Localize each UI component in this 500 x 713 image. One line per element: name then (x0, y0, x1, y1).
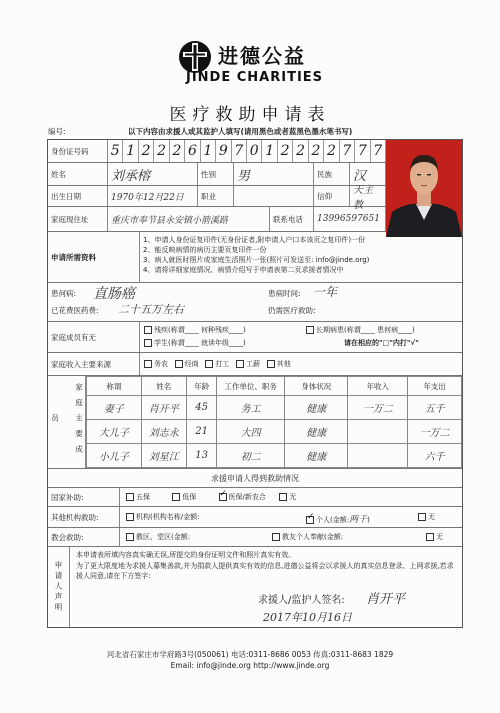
id-digit[interactable]: 5 (108, 140, 123, 162)
jinde-logo-icon (178, 40, 212, 74)
checkbox-icon[interactable] (172, 493, 180, 501)
national-option[interactable]: 五保 (126, 493, 150, 501)
column-header: 年龄 (186, 377, 217, 396)
id-digit[interactable]: 0 (247, 140, 262, 162)
table-row: 妻子 肖开平 45 务工 健康 一万二 五千 (87, 396, 462, 420)
checkbox-icon[interactable] (205, 360, 213, 368)
checkbox-icon[interactable] (426, 533, 434, 541)
spent-need-label: 仍需医疗救助: (268, 306, 316, 315)
column-header: 工作单位、职务 (217, 377, 285, 396)
other-org-row (48, 507, 462, 528)
materials-row (48, 232, 462, 283)
column-header: 年支出 (408, 377, 462, 396)
checkbox-icon[interactable] (144, 339, 152, 347)
declaration-row (48, 547, 462, 627)
disability-option[interactable] (144, 325, 246, 335)
materials-item: 1、申请人身份证复印件(无身份证者,附申请人户口本该页之复印件)一份 (143, 236, 366, 244)
checkbox-icon[interactable] (144, 326, 152, 334)
table-row: 大儿子 刘志永 21 大四 健康 一万二 (87, 420, 462, 444)
materials-label: 申请所需资料 (51, 252, 96, 262)
id-digit[interactable]: 2 (154, 140, 169, 162)
birth-label: 出生日期 (51, 191, 81, 201)
id-digit[interactable]: 2 (309, 140, 324, 162)
id-digit[interactable]: 1 (201, 140, 216, 162)
id-digit-boxes (108, 140, 386, 162)
signature-date[interactable]: 2017年10月16日 (263, 611, 352, 624)
other-label: 其他机构救助: (51, 512, 99, 522)
income-source-label: 家庭收入主要来源 (51, 359, 111, 369)
materials-item: 2、能反映病情的病历主要页复印件一份 (143, 246, 267, 254)
income-option[interactable]: 工薪 (236, 360, 260, 368)
id-digit[interactable]: 2 (293, 140, 308, 162)
jinde-logo (178, 40, 338, 90)
national-row (48, 488, 462, 507)
since-value[interactable]: 一年 (313, 285, 338, 299)
id-digit[interactable]: 7 (340, 140, 355, 162)
church-option[interactable]: 教友个人奉献(金额: (272, 532, 343, 542)
table-row: 小儿子 刘星江 13 初二 健康 六千 (87, 444, 462, 468)
family-members-label: 家庭主要成员 (50, 383, 84, 461)
illness-row (48, 283, 462, 322)
other-none-option[interactable]: 无 (418, 512, 435, 522)
id-digit[interactable]: 2 (324, 140, 339, 162)
name-value[interactable]: 刘承榕 (108, 163, 198, 185)
spent-value[interactable]: 二十五万左右 (118, 303, 184, 316)
materials-item: 4、请将详细家庭情况、病情介绍写于申请表第二页求援者情况中 (143, 266, 344, 274)
id-digit[interactable]: 2 (170, 140, 185, 162)
declaration-line1: 本申请表所填内容真实确无误,所提交的身份证明文件和照片真实有效。 (76, 551, 296, 559)
family-members-table (86, 376, 462, 468)
fill-instructions: 以下内容由求援人或其监护人填写(请用黑色或者蓝黑色墨水笔书写) (128, 127, 353, 136)
gender-value[interactable]: 男 (234, 163, 314, 185)
family-members-row (48, 376, 462, 469)
id-digit[interactable]: 2 (139, 140, 154, 162)
ethnicity-label: 民族 (317, 169, 332, 179)
footer-contact[interactable]: Email: info@jinde.org http://www.jinde.org (170, 661, 330, 670)
applicant-photo (386, 140, 462, 237)
column-header: 称谓 (87, 377, 142, 396)
checkbox-icon[interactable] (279, 493, 287, 501)
job-value[interactable] (234, 186, 314, 206)
id-digit[interactable]: 7 (232, 140, 247, 162)
income-option[interactable]: 务农 (144, 360, 168, 368)
birth-value[interactable]: 1970年12月22日 (108, 186, 198, 206)
phone-label: 联系电话 (273, 214, 303, 224)
church-row (48, 528, 462, 547)
checkbox-icon[interactable] (272, 533, 280, 541)
materials-list (140, 232, 462, 282)
portrait-image (386, 140, 462, 237)
gender-label: 性别 (201, 169, 216, 179)
other-person-option[interactable]: ✓ 个人(金额:两千) (306, 512, 370, 525)
spent-label: 已花费医药费: (51, 306, 99, 315)
logo-english-text: JINDE CHARITIES (186, 70, 324, 85)
income-option[interactable]: 打工 (205, 360, 229, 368)
since-label: 患病时间: (268, 289, 301, 298)
id-digit[interactable]: 1 (123, 140, 138, 162)
assistance-header: 求援申请人得到救助情况 (211, 474, 299, 483)
student-option-label: 学生(称谓____ 就读年级____) (154, 339, 246, 347)
national-option[interactable]: ✓ 医保/新农合 (219, 493, 266, 501)
checkbox-checked-icon[interactable] (219, 493, 227, 501)
checkbox-icon[interactable] (267, 360, 275, 368)
id-digit[interactable]: 2 (278, 140, 293, 162)
income-option[interactable]: 其他 (267, 360, 291, 368)
church-option[interactable]: 教区、堂区(金额: (126, 532, 190, 542)
table-header-row (87, 377, 462, 396)
name-label: 姓名 (51, 169, 66, 179)
checkbox-icon[interactable] (418, 513, 426, 521)
signature-value[interactable]: 肖开平 (366, 592, 406, 607)
disability-option-label: 残疾(称谓____ 何种残疾____) (154, 326, 246, 334)
id-label-cell (48, 140, 108, 162)
checkbox-icon[interactable] (175, 360, 183, 368)
national-option[interactable]: 无 (279, 493, 296, 501)
serial-label: 编号: (48, 127, 66, 136)
national-option[interactable]: 低保 (172, 493, 196, 501)
form-table (47, 139, 463, 628)
income-source-options (144, 359, 291, 369)
id-label: 身份证号码 (51, 146, 89, 156)
checkbox-icon[interactable] (126, 533, 134, 541)
national-options (126, 492, 296, 502)
checkbox-icon[interactable] (236, 360, 244, 368)
disease-value[interactable]: 直肠癌 (93, 286, 135, 302)
chronic-option[interactable] (306, 325, 415, 335)
column-header: 年收入 (348, 377, 408, 396)
church-option[interactable]: 无 (426, 532, 443, 542)
footer-address: 河北省石家庄市学府路3号(050061) 电话:0311-8686 0053 传真:0311-8683 1829 (106, 650, 394, 659)
family-type-label: 家庭成员有无 (51, 332, 96, 342)
materials-item: 3、病人就医时照片或家庭生活照片一张(照片可发送至: info@jinde.org) (143, 256, 370, 264)
form-title: 医疗救助申请表 (169, 105, 331, 125)
chronic-option-label: 长期病患(称谓____ 患何病____) (316, 326, 415, 334)
phone-value[interactable]: 13996597651 (314, 207, 386, 231)
checkbox-checked-icon[interactable] (306, 516, 314, 524)
checkbox-icon[interactable] (144, 360, 152, 368)
faith-value[interactable]: 天主教 (350, 186, 386, 206)
ethnicity-value[interactable]: 汉 (350, 163, 386, 185)
church-label: 教会救助: (51, 532, 84, 542)
id-digit[interactable]: 9 (216, 140, 231, 162)
student-option[interactable] (144, 338, 246, 348)
faith-label: 信仰 (317, 191, 332, 201)
address-value[interactable]: 重庆市奉节县永安镇小箭溪路 (108, 207, 270, 231)
column-header: 身体状况 (284, 377, 348, 396)
check-hint: 请在相应的"□"内打"√" (344, 339, 419, 347)
family-type-row (48, 322, 462, 353)
address-label: 家庭现住址 (51, 214, 89, 224)
column-header: 姓名 (141, 377, 186, 396)
checkbox-icon[interactable] (306, 326, 314, 334)
national-label: 国家补助: (51, 492, 84, 502)
id-digit[interactable]: 1 (262, 140, 277, 162)
other-person-amount[interactable]: 两千 (349, 515, 368, 525)
disease-label: 患何病: (51, 289, 77, 298)
signature-label: 求援人/监护人签名: (258, 595, 345, 606)
checkbox-icon[interactable] (126, 493, 134, 501)
other-org-option[interactable]: 机构(机构名称/金额: (126, 512, 199, 522)
assistance-header-row (48, 469, 462, 488)
checkbox-icon[interactable] (126, 513, 134, 521)
logo-chinese-text: 进德公益 (218, 44, 306, 68)
income-source-row (48, 353, 462, 376)
declaration-line2: 为了更大限度地为求援人募集善款,并为捐款人提供真实有效的信息,进德公益将会以求援人的真实信息登录、上网求援,若求援人同意,请在下方签字: (76, 562, 454, 580)
declaration-label: 申请人声明 (54, 560, 63, 614)
job-label: 职业 (201, 191, 216, 201)
id-digit[interactable]: 6 (185, 140, 200, 162)
income-option[interactable]: 经商 (175, 360, 199, 368)
id-digit[interactable]: 7 (371, 140, 386, 162)
id-digit[interactable]: 7 (355, 140, 370, 162)
